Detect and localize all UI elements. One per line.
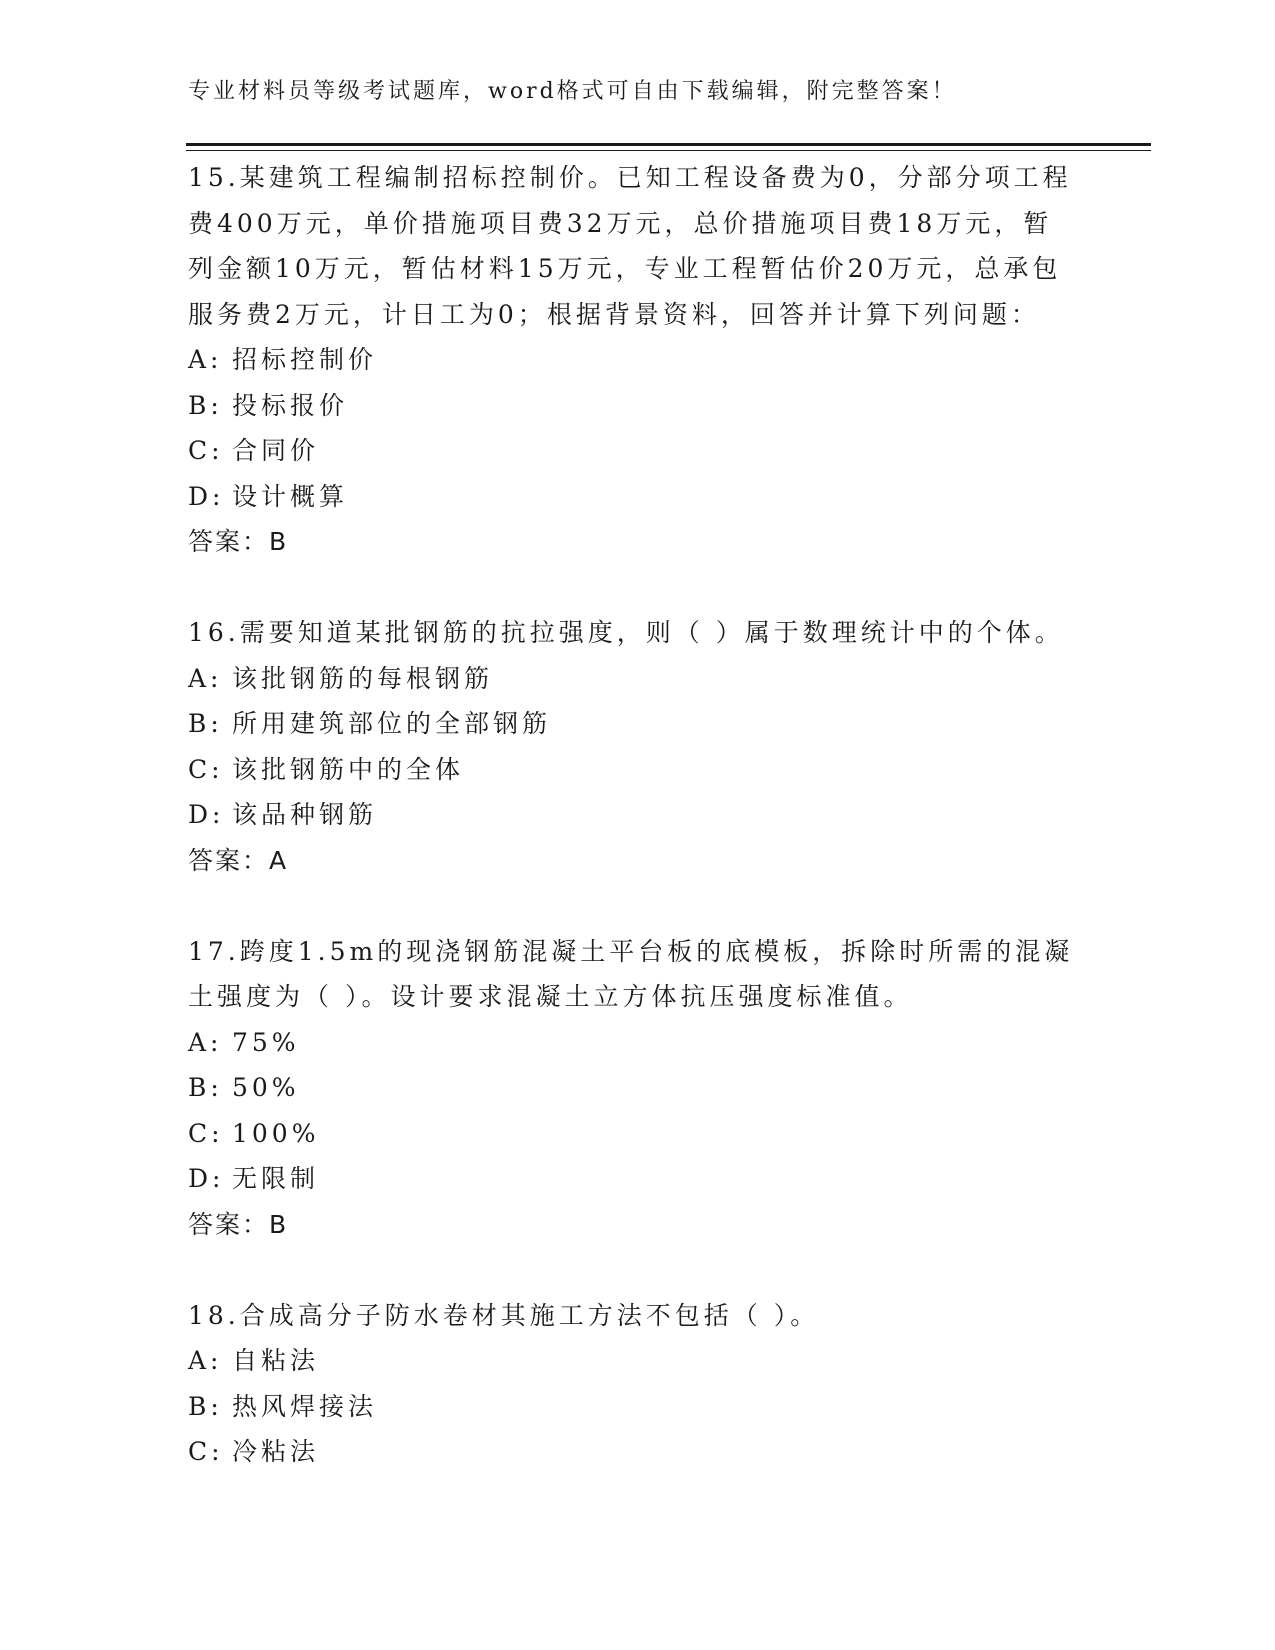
option-key: A: [188, 345, 223, 374]
question-17 [188, 929, 1088, 1248]
option-b [188, 701, 1088, 747]
spacer [188, 565, 1088, 611]
question-text-line: 服务费2万元，计日工为0；根据背景资料，回答并计算下列问题： [188, 299, 1040, 329]
question-text-line: 18.合成高分子防水卷材其施工方法不包括（ ）。 [188, 1300, 820, 1330]
option-key: C: [188, 436, 224, 465]
question-list [188, 155, 1088, 1475]
question-text-line: 列金额10万元，暂估材料15万元，专业工程暂估价20万元，总承包 [188, 254, 1062, 283]
option-d [188, 1156, 1088, 1202]
option-text: 热风焊接法 [232, 1391, 378, 1421]
option-text: 设计概算 [232, 481, 349, 511]
option-key: B: [188, 1391, 223, 1421]
option-a [188, 1338, 1088, 1384]
question-text-line: 17.跨度1.5m的现浇钢筋混凝土平台板的底模板，拆除时所需的混凝 [188, 936, 1074, 966]
option-b [188, 1065, 1088, 1111]
option-b [188, 383, 1088, 429]
option-key: B: [188, 1073, 223, 1102]
question-text-line: 费400万元，单价措施项目费32万元，总价措施项目费18万元，暂 [188, 208, 1053, 238]
option-key: C: [188, 1437, 224, 1466]
option-key: D: [188, 1164, 225, 1193]
spacer [188, 1247, 1088, 1293]
option-c [188, 428, 1088, 474]
option-d [188, 792, 1088, 838]
header-rule-thick [186, 143, 1151, 146]
question-16 [188, 610, 1088, 883]
answer-line: 答案：A [188, 845, 289, 875]
header-note: 专业材料员等级考试题库，word格式可自由下载编辑，附完整答案！ [188, 79, 957, 104]
option-a [188, 1020, 1088, 1066]
option-key: C: [188, 1118, 224, 1148]
option-text: 该批钢筋的每根钢筋 [232, 663, 494, 693]
option-key: D: [188, 800, 225, 829]
option-key: A: [188, 663, 223, 693]
option-key: C: [188, 754, 224, 784]
option-c [188, 1111, 1088, 1157]
question-15 [188, 155, 1088, 565]
header-rule-thin [186, 150, 1151, 151]
answer-line: 答案：B [188, 527, 289, 556]
option-text: 50% [232, 1073, 300, 1102]
option-key: B: [188, 709, 223, 738]
option-a [188, 656, 1088, 702]
option-d [188, 474, 1088, 520]
answer-line: 答案：B [188, 1209, 289, 1239]
option-c [188, 747, 1088, 793]
option-text: 该品种钢筋 [232, 800, 378, 829]
option-text: 所用建筑部位的全部钢筋 [232, 709, 552, 738]
option-text: 100% [232, 1118, 320, 1148]
question-text-line: 16.需要知道某批钢筋的抗拉强度，则（ ）属于数理统计中的个体。 [188, 618, 1064, 647]
option-text: 投标报价 [232, 390, 349, 420]
option-text: 招标控制价 [232, 345, 378, 374]
question-text-line: 15.某建筑工程编制招标控制价。已知工程设备费为0，分部分项工程 [188, 163, 1072, 192]
option-key: D: [188, 481, 225, 511]
spacer [188, 883, 1088, 929]
option-text: 75% [232, 1027, 300, 1057]
option-key: A: [188, 1027, 223, 1057]
option-c [188, 1429, 1088, 1475]
option-text: 该批钢筋中的全体 [232, 754, 465, 784]
option-text: 冷粘法 [232, 1437, 320, 1466]
option-b [188, 1384, 1088, 1430]
option-text: 无限制 [232, 1164, 320, 1193]
option-key: A: [188, 1346, 223, 1375]
question-text-line: 土强度为（ ）。设计要求混凝土立方体抗压强度标准值。 [188, 982, 913, 1011]
option-a [188, 337, 1088, 383]
option-text: 自粘法 [232, 1346, 320, 1375]
option-key: B: [188, 390, 223, 420]
option-text: 合同价 [232, 436, 320, 465]
question-18 [188, 1293, 1088, 1475]
